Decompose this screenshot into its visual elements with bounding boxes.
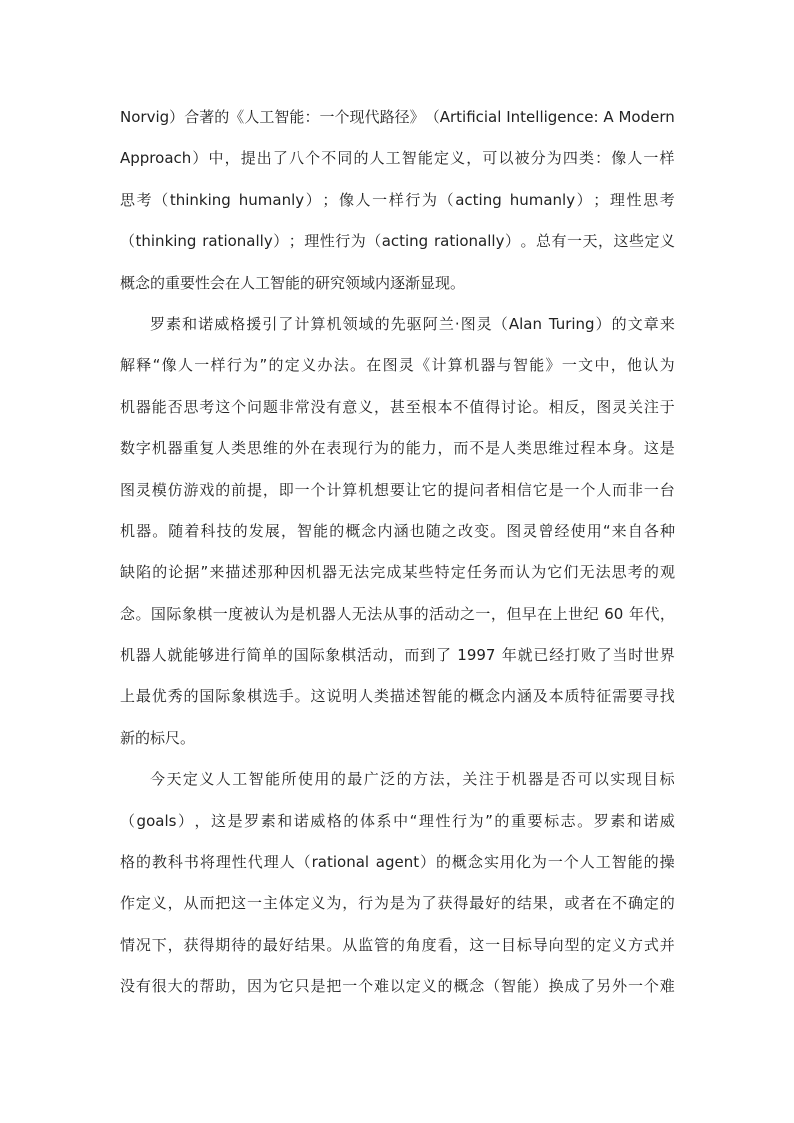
body-text [120,97,675,1008]
text-line: 机 器 。 随 着 科 技 的 发 展 ， 智 能 的 概 念 内 涵 也 随 之 改 变 。 图 灵 曾 经 使 用 “ 来 自 各 种 [120,521,675,540]
text-line: 作 定 义 ， 从 而 把 这 一 主 体 定 义 为 ， 行 为 是 为 了 获 得 最 好 的 结 果 ， 或 者 在 不 确 定 的 [120,894,675,913]
text-line: 格 的 教 科 书 将 理 性 代 理 人 （ rational agent ） 的 概 念 实 用 化 为 一 个 人 工 智 能 的 操 [120,853,675,872]
text-line: 缺 陷 的 论 据 ” 来 描 述 那 种 因 机 器 无 法 完 成 某 些 特 定 任 务 而 认 为 它 们 无 法 思 考 的 观 [120,563,675,582]
text-line: 图 灵 模 仿 游 戏 的 前 提 ， 即 一 个 计 算 机 想 要 让 它 的 提 问 者 相 信 它 是 一 个 人 而 非 一 台 [120,480,675,499]
text-line: 念 。 国 际 象 棋 一 度 被 认 为 是 机 器 人 无 法 从 事 的 活 动 之 一 ， 但 早 在 上 世 纪 60 年 代 ， [120,604,675,623]
text-line: 机 器 能 否 思 考 这 个 问 题 非 常 没 有 意 义 ， 甚 至 根 本 不 值 得 讨 论 。 相 反 ， 图 灵 关 注 于 [120,397,675,416]
text-line: 今 天 定 义 人 工 智 能 所 使 用 的 最 广 泛 的 方 法 ， 关 注 于 机 器 是 否 可 以 实 现 目 标 [150,770,675,789]
text-line: 上 最 优 秀 的 国 际 象 棋 选 手 。 这 说 明 人 类 描 述 智 能 的 概 念 内 涵 及 本 质 特 征 需 要 寻 找 [120,687,675,706]
text-line: 罗 素 和 诺 威 格 援 引 了 计 算 机 领 域 的 先 驱 阿 兰 · 图 灵 （ Alan Turing ） 的 文 章 来 [150,314,675,333]
text-line: Approach ） 中 ， 提 出 了 八 个 不 同 的 人 工 智 能 定 义 ， 可 以 被 分 为 四 类 ： 像 人 一 样 [120,149,675,168]
text-line: 解 释 “ 像 人 一 样 行 为 ” 的 定 义 办 法 。 在 图 灵 《 计 算 机 器 与 智 能 》 一 文 中 ， 他 认 为 [120,356,675,375]
text-line: 机 器 人 就 能 够 进 行 简 单 的 国 际 象 棋 活 动 ， 而 到 了 1997 年 就 已 经 打 败 了 当 时 世 界 [120,646,675,665]
text-line: 新的标尺。 [120,728,196,747]
text-line: Norvig ） 合 著 的 《 人 工 智 能 ： 一 个 现 代 路 径 》 （ Artificial Intelligence: A Modern [120,108,675,126]
text-line: 概念的重要性会在人工智能的研究领域内逐渐显现。 [120,273,466,292]
text-line: （ goals ） ， 这 是 罗 素 和 诺 威 格 的 体 系 中 “ 理 性 行 为 ” 的 重 要 标 志 。 罗 素 和 诺 威 [120,811,675,830]
text-line: 数 字 机 器 重 复 人 类 思 维 的 外 在 表 现 行 为 的 能 力 ， 而 不 是 人 类 思 维 过 程 本 身 。 这 是 [120,439,675,458]
text-line: 思 考 （ thinking humanly ） ； 像 人 一 样 行 为 （ acting humanly ） ； 理 性 思 考 [120,190,675,209]
text-line: 没 有 很 大 的 帮 助 ， 因 为 它 只 是 把 一 个 难 以 定 义 的 概 念 （ 智 能 ） 换 成 了 另 外 一 个 难 [120,977,675,996]
text-line: 情 况 下 ， 获 得 期 待 的 最 好 结 果 。 从 监 管 的 角 度 看 ， 这 一 目 标 导 向 型 的 定 义 方 式 并 [120,935,675,954]
text-line: （ thinking rationally ） ； 理 性 行 为 （ acting rationally ） 。 总 有 一 天 ， 这 些 定 义 [120,232,675,251]
